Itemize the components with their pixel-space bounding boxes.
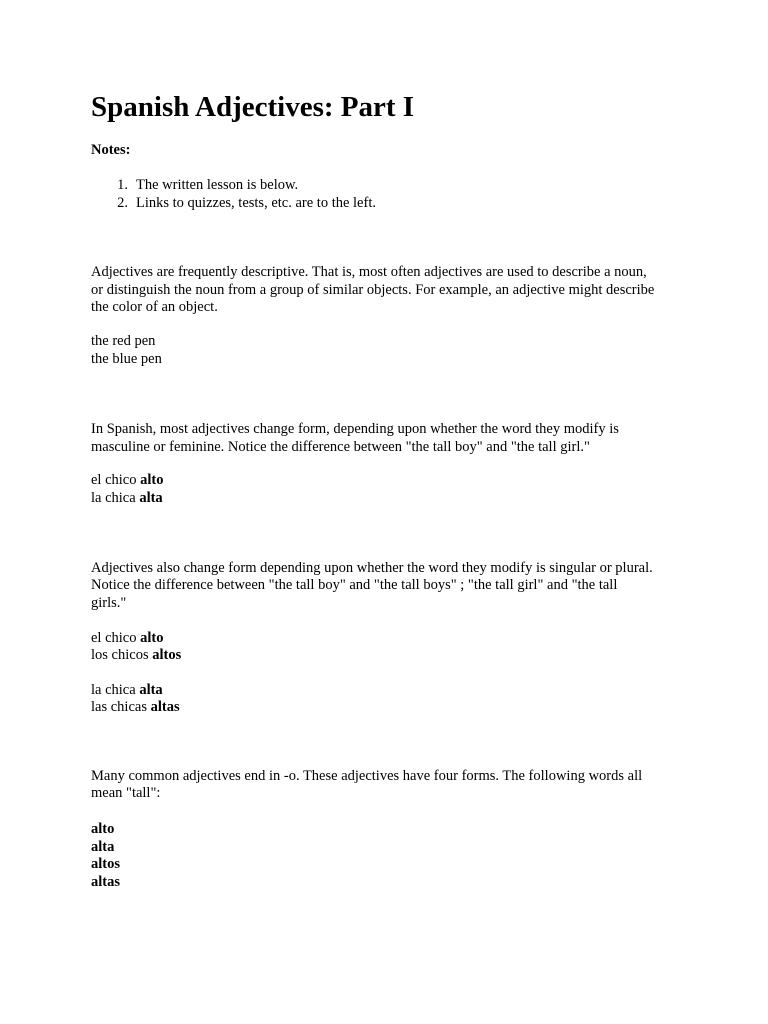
notes-list — [91, 177, 376, 212]
notes-list-item — [91, 195, 376, 213]
example-line — [91, 472, 163, 490]
paragraph-line: the color of an object. — [91, 299, 218, 315]
paragraph-line: Notice the difference between "the tall boy" and "the tall boys" ; "the tall girl" and "the tall — [91, 577, 618, 593]
example-bold: alta — [139, 681, 163, 698]
example-line — [91, 490, 163, 508]
list-number: 2. — [117, 194, 128, 211]
form-word-bold: altos — [91, 856, 120, 872]
paragraph-line: Adjectives are frequently descriptive. That is, most often adjectives are used to describe a noun, — [91, 264, 647, 280]
example-bold: altos — [152, 647, 182, 663]
example-bold: alto — [140, 629, 164, 646]
paragraph-line: Adjectives also change form depending upon whether the word they modify is singular or plural. — [91, 559, 653, 576]
form-word-bold: alto — [91, 821, 115, 837]
example-plain: los chicos — [91, 647, 153, 663]
notes-list-item — [91, 177, 376, 195]
example-line — [91, 699, 180, 717]
example-line — [91, 647, 181, 665]
example-line: the blue pen — [91, 350, 162, 367]
example-line: the red pen — [91, 333, 156, 349]
form-word — [91, 839, 114, 857]
example-plain: el chico — [91, 629, 141, 646]
form-word — [91, 856, 120, 874]
example-line — [91, 630, 163, 648]
paragraph-line: Many common adjectives end in -o. These adjectives have four forms. The following words all — [91, 767, 643, 784]
example-bold: alta — [139, 489, 163, 506]
example-plain: la chica — [91, 681, 140, 698]
form-word — [91, 874, 120, 892]
example-line — [91, 682, 163, 700]
form-word-bold: altas — [91, 873, 120, 890]
paragraph-line: masculine or feminine. Notice the difference between "the tall boy" and "the tall girl." — [91, 438, 590, 455]
form-word — [91, 821, 114, 839]
example-plain: el chico — [91, 472, 141, 488]
example-plain: la chica — [91, 489, 140, 506]
paragraph-line: girls." — [91, 594, 127, 611]
example-plain: las chicas — [91, 699, 151, 715]
form-word-bold: alta — [91, 838, 115, 855]
example-bold: altas — [150, 699, 180, 715]
paragraph-line: In Spanish, most adjectives change form, depending upon whether the word they modify is — [91, 421, 619, 437]
list-item-text: The written lesson is below. — [136, 177, 299, 193]
paragraph-line: or distinguish the noun from a group of similar objects. For example, an adjective might describe — [91, 281, 655, 298]
paragraph-line: mean "tall": — [91, 785, 161, 801]
page-title: Spanish Adjectives: Part I — [91, 91, 415, 123]
example-bold: alto — [140, 472, 164, 488]
list-item-text: Links to quizzes, tests, etc. are to the left. — [136, 194, 376, 211]
list-number: 1. — [117, 177, 128, 193]
notes-label: Notes: — [91, 142, 131, 158]
